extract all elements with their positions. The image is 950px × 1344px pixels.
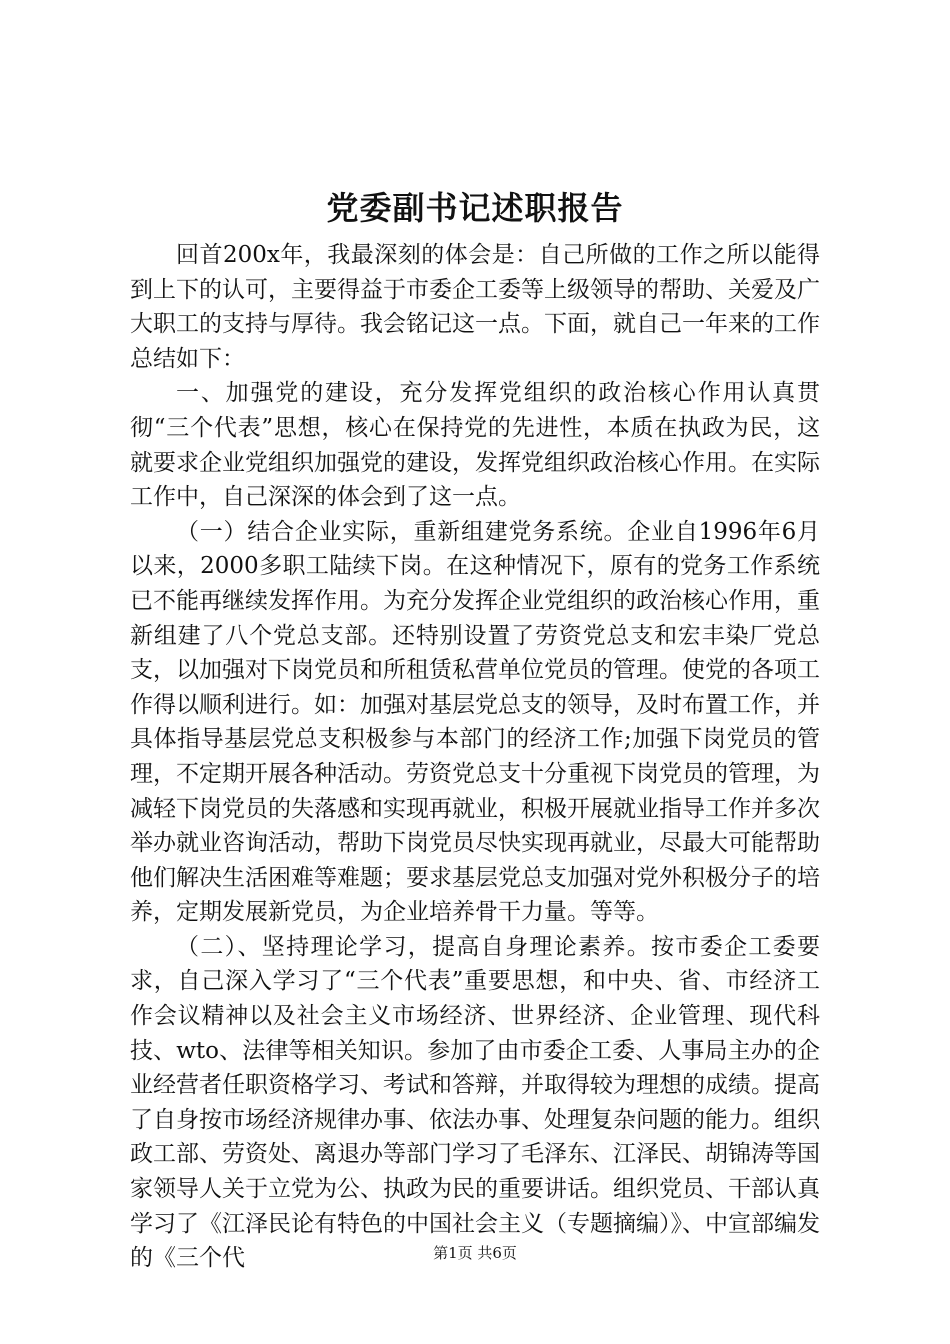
page-number-footer: 第1页 共6页 (433, 1244, 517, 1262)
paragraph-intro: 回首200x年，我最深刻的体会是：自己所做的工作之所以能得到上下的认可，主要得益于市委企工委等上级领导的帮助、关爱及广大职工的支持与厚待。我会铭记这一点。下面，就自己一年来的工作总结如下： (130, 242, 820, 372)
paragraph-subsection-one: （一）结合企业实际，重新组建党务系统。企业自1996年6月以来，2000多职工陆续下岗。在这种情况下，原有的党务工作系统已不能再继续发挥作用。为充分发挥企业党组织的政治核心作用，重新组建了八个党总支部。还特别设置了劳资党总支和宏丰染厂党总支，以加强对下岗党员和所租赁私营单位党员的管理。使党的各项工作得以顺利进行。如：加强对基层党总支的领导，及时布置工作，并具体指导基层党总支积极参与本部门的经济工作;加强下岗党员的管理，不定期开展各种活动。劳资党总支十分重视下岗党员的管理，为减轻下岗党员的失落感和实现再就业，积极开展就业指导工作并多次举办就业咨询活动，帮助下岗党员尽快实现再就业，尽最大可能帮助他们解决生活困难等难题；要求基层党总支加强对党外积极分子的培养，定期发展新党员，为企业培养骨干力量。等等。 (130, 518, 820, 926)
paragraph-section-one: 一、加强党的建设，充分发挥党组织的政治核心作用认真贯彻“三个代表”思想，核心在保持党的先进性，本质在执政为民，这就要求企业党组织加强党的建设，发挥党组织政治核心作用。在实际工作中，自己深深的体会到了这一点。 (130, 380, 820, 511)
document-title: 党委副书记述职报告 (326, 189, 624, 227)
paragraph-subsection-two: （二）、坚持理论学习，提高自身理论素养。按市委企工委要求，自己深入学习了“三个代表”重要思想，和中央、省、市经济工作会议精神以及社会主义市场经济、世界经济、企业管理、现代科技、wto、法律等相关知识。参加了由市委企工委、人事局主办的企业经营者任职资格学习、考试和答辩，并取得较为理想的成绩。提高了自身按市场经济规律办事、依法办事、处理复杂问题的能力。组织政工部、劳资处、离退办等部门学习了毛泽东、江泽民、胡锦涛等国家领导人关于立党为公、执政为民的重要讲话。组织党员、干部认真学习了《江泽民论有特色的中国社会主义（专题摘编）》、中宣部编发的《三个代 (130, 933, 820, 1272)
document-body (130, 238, 820, 1276)
